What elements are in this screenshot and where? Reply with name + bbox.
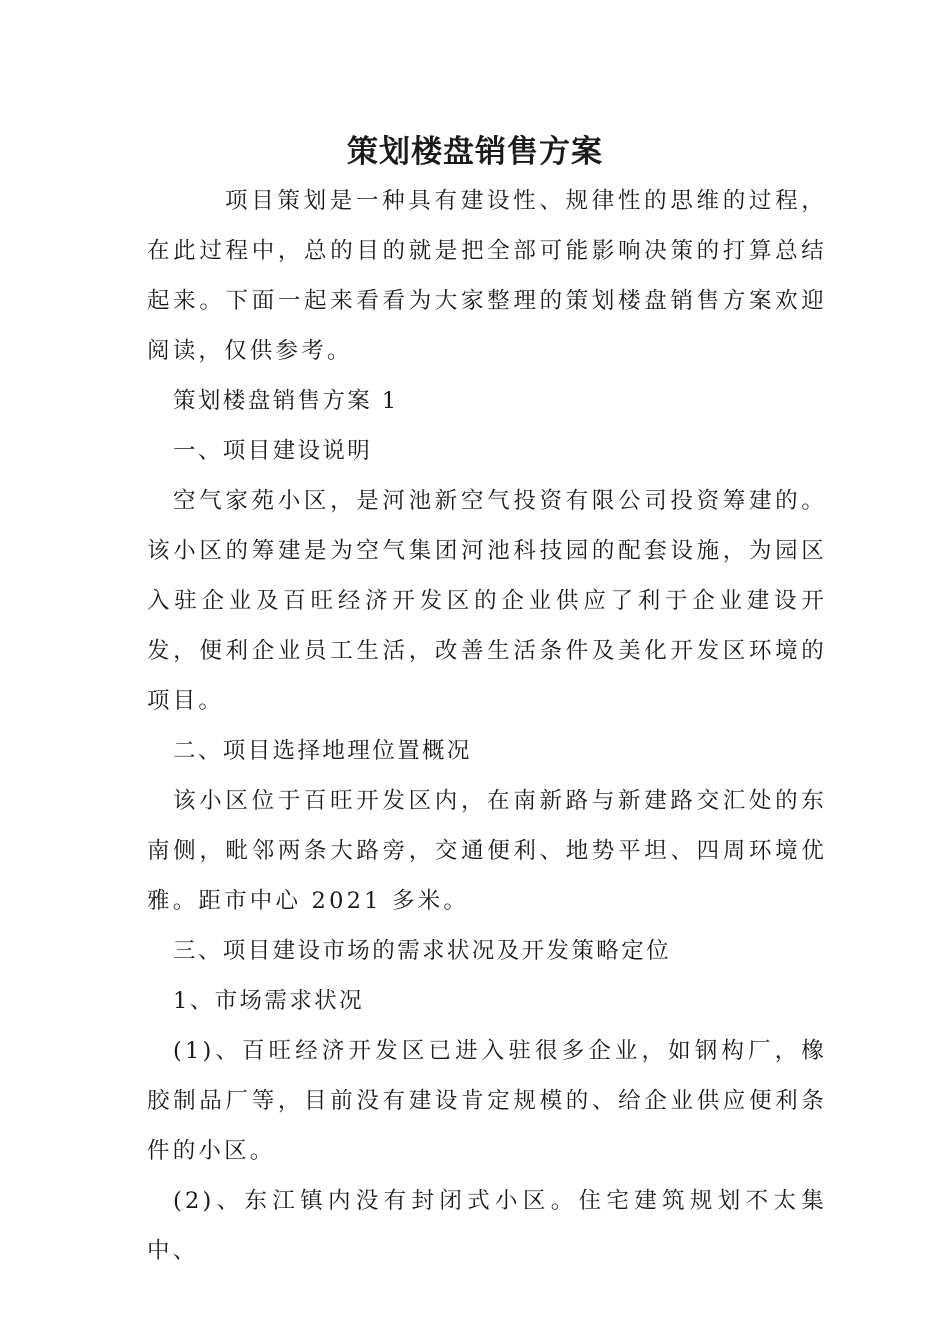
paragraph-location: 该小区位于百旺开发区内，在南新路与新建路交汇处的东南侧，毗邻两条大路旁，交通便利、地势平坦、四周环境优雅。距市中心 2021 多米。 xyxy=(147,788,827,914)
document-title: 策划楼盘销售方案 xyxy=(347,134,603,170)
intro-paragraph: 项目策划是一种具有建设性、规律性的思维的过程，在此过程中，总的目的就是把全部可能影响决策的打算总结起来。下面一起来看看为大家整理的策划楼盘销售方案欢迎阅读，仅供参考。 xyxy=(147,188,827,364)
paragraph-demand-1: (1)、百旺经济开发区已进入驻很多企业，如钢构厂，橡胶制品厂等，目前没有建设肯定规模的、给企业供应便利条件的小区。 xyxy=(147,1038,827,1164)
paragraph-project-description: 空气家苑小区，是河池新空气投资有限公司投资筹建的。该小区的筹建是为空气集团河池科技园的配套设施，为园区入驻企业及百旺经济开发区的企业供应了利于企业建设开发，便利企业员工生活，改善生活条件及美化开发区环境的项目。 xyxy=(147,488,827,714)
paragraph-demand-2: (2)、东江镇内没有封闭式小区。住宅建筑规划不太集中、 xyxy=(147,1188,827,1264)
section-title-1: 策划楼盘销售方案 1 xyxy=(173,388,399,414)
heading-location: 二、项目选择地理位置概况 xyxy=(173,738,472,764)
subheading-market-demand: 1、市场需求状况 xyxy=(173,988,365,1014)
heading-market-strategy: 三、项目建设市场的需求状况及开发策略定位 xyxy=(173,938,672,964)
document-body xyxy=(147,176,827,1276)
heading-project-description: 一、项目建设说明 xyxy=(173,438,373,464)
